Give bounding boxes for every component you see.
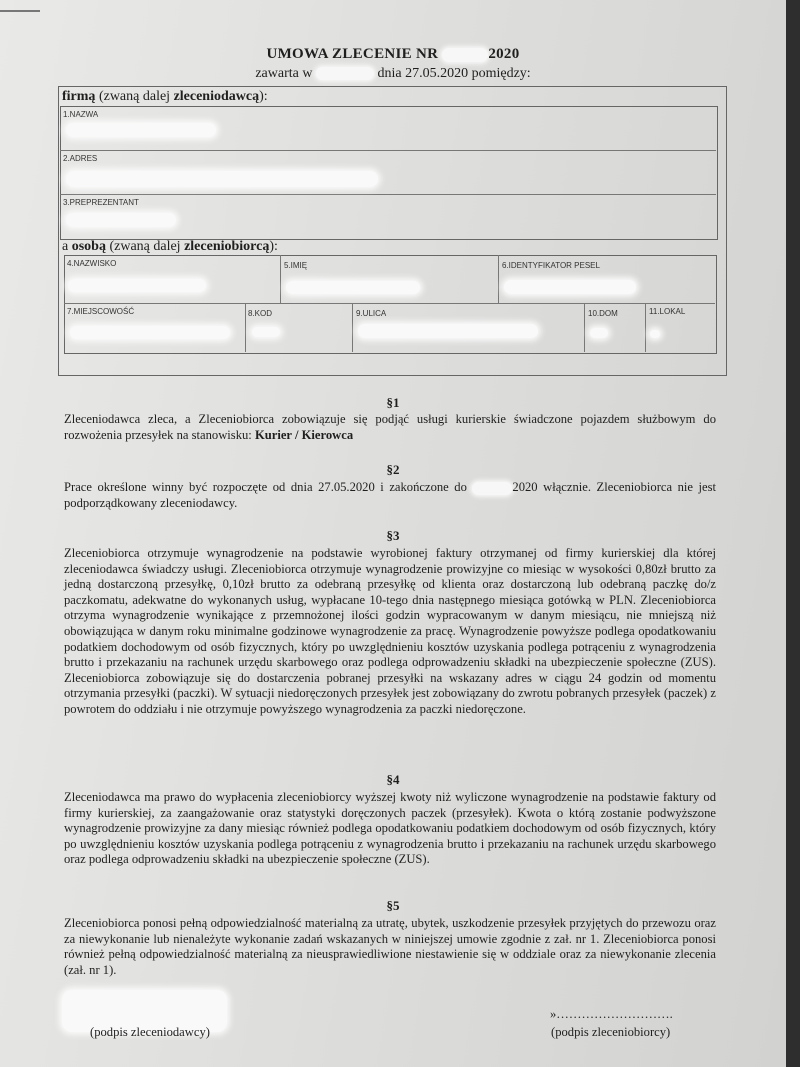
subtitle-suffix: dnia 27.05.2020 pomiędzy: [377, 66, 531, 81]
redacted-house [590, 328, 608, 338]
field-label-nazwa: 1.NAZWA [63, 110, 99, 119]
signature-label-left: (podpis zleceniodawcy) [90, 1025, 210, 1039]
document-subtitle [0, 66, 786, 82]
section-5-text: Zleceniobiorca ponosi pełną odpowiedzialność materialną za utratę, ubytek, uszkodzenie przesyłek przyjętych do przewozu oraz za niewykonanie lub nienależyte wykonanie zadań wskazanych w niniejszej umowie zgodnie z zał. nr 1. Zleceniobiorca ponosi również pełną odpowiedzialność materialną za nieusprawiedliwione niestawienie się w oddziale oraz za niewykonanie zlecenia (zał. nr 1). [64, 916, 716, 977]
redacted-name [66, 123, 216, 137]
section-2-text [64, 480, 716, 511]
person-fields-box [64, 255, 717, 354]
section-1-body: Zleceniodawca zleca, a Zleceniobiorca zobowiązuje się podjąć usługi kurierskie świadczone pojazdem służbowym do rozwożenia przesyłek na stanowisku: [64, 412, 716, 442]
section-1-text [64, 412, 716, 443]
redacted-end-date [472, 482, 512, 495]
field-label-adres: 2.ADRES [63, 154, 98, 163]
field-label-dom: 10.DOM [588, 309, 618, 318]
section-5-label: §5 [386, 898, 400, 913]
background-edge [786, 0, 800, 1067]
field-label-lokal: 11.LOKAL [649, 307, 686, 316]
divider [60, 194, 716, 195]
section-2-label: §2 [386, 462, 400, 477]
divider [645, 303, 646, 352]
company-heading-bold2: zleceniodawcą [173, 89, 260, 104]
field-label-kod: 8.KOD [248, 309, 273, 318]
field-label-pesel: 6.IDENTYFIKATOR PESEL [502, 261, 600, 270]
company-heading-mid: (zwaną dalej [95, 89, 174, 104]
redacted-postcode [252, 327, 280, 337]
section-4-text: Zleceniodawca ma prawo do wypłacenia zleceniobiorcy wyższej kwoty niż wyliczone wynagrodzenie na podstawie faktury od firmy kurierskiej, za zaangażowanie oraz statystyki doręczonych paczek (przesyłek). Kwota o którą zostanie podwyższone wynagrodzenie prowizyjne za dany miesiąc również podlega opodatkowaniu podatkiem dochodowym od osób fizycznych, który po uwzględnieniu kosztów uzyskania podlega potrąceniu z wynagrodzenia brutto i przekazaniu na rachunek urzędu skarbowego oraz podlega odprowadzeniu składki na ubezpieczenie społeczne (ZUS). [64, 790, 716, 867]
redacted-address [66, 171, 378, 187]
redacted-flat [650, 330, 660, 338]
field-label-ulica: 9.ULICA [356, 309, 387, 318]
redacted-place [316, 67, 374, 80]
section-2-body-a: Prace określone winny być rozpoczęte od dnia 27.05.2020 i zakończone do [64, 480, 473, 494]
top-mark [0, 10, 40, 12]
title-prefix: UMOWA ZLECENIE NR [266, 46, 439, 62]
signature-label-right: (podpis zleceniobiorcy) [551, 1025, 671, 1039]
redacted-pesel [504, 280, 636, 294]
redacted-representative [66, 213, 176, 227]
redacted-number [442, 48, 488, 62]
title-suffix: 2020 [488, 46, 520, 62]
person-heading-bold: osobą [71, 239, 106, 254]
section-2-body-b: 2020 włącznie. Zleceniobiorca nie jest podporządkowany zleceniodawcy. [64, 480, 716, 510]
redacted-street [358, 324, 538, 338]
divider [584, 303, 585, 352]
person-heading-end: ): [269, 239, 278, 254]
section-4-label: §4 [386, 772, 400, 787]
field-label-nazwisko: 4.NAZWISKO [67, 259, 117, 268]
divider [60, 150, 716, 151]
subtitle-prefix: zawarta w [255, 66, 313, 81]
section-1-position: Kurier / Kierowca [254, 427, 354, 442]
signature-line-right: »………………………. [550, 1007, 673, 1021]
person-heading-bold2: zleceniobiorcą [184, 239, 270, 254]
section-3-text: Zleceniobiorca otrzymuje wynagrodzenie na podstawie wyrobionej faktury otrzymanej od firmy kurierskiej dla której zleceniodawca świadczy usługi. Zleceniobiorca otrzymuje wynagrodzenie prowizyjne co miesiąc w wysokości 0,80zł brutto za jedną dostarczoną przesyłkę, 0,10zł brutto za odebraną przesyłkę od klienta oraz dostarczoną lub odebraną paczkę do/z paczkomatu, adekwatne do wykonanych usług, wypłacane 10-tego dnia następnego miesiąca gotówką w PLN. Zleceniobiorca otrzyma wynagrodzenie wynikające z przemnożonej ilości godzin wypracowanym w danym miesiącu, nie mniejszą niż obowiązująca w danym roku minimalne godzinowe wynagrodzenie za pracę. Wynagrodzenie powyższe podlega opodatkowaniu podatkiem dochodowym od osób fizycznych, który po uwzględnieniu kosztów uzyskania podlega potrąceniu z wynagrodzenia brutto i przekazaniu na rachunek urzędu skarbowego oraz podlega odprowadzeniu składki na ubezpieczenie społeczne (ZUS). Zleceniobiorca zobowiązuje się do dostarczenia pobranej przesyłki na wskazany adres w ciągu 24 godzin od momentu otrzymania przesyłki (paczki). W sytuacji niedoręczonych przesyłek jest zobowiązany do zwrotu pobranych przesyłek (paczek) z powrotem do oddziału i nie otrzymuje powyższego wynagrodzenia za paczki niedoręczone. [64, 546, 716, 716]
divider [352, 303, 353, 352]
divider [64, 303, 715, 304]
field-label-miejscowosc: 7.MIEJSCOWOŚĆ [67, 307, 135, 316]
document-title [0, 46, 786, 63]
divider [245, 303, 246, 352]
company-heading-bold: firmą [62, 89, 96, 104]
person-heading-pre: a [62, 239, 72, 254]
divider [280, 255, 281, 303]
person-heading-mid: (zwaną dalej [105, 239, 185, 254]
person-heading [62, 239, 278, 255]
section-1-label: §1 [386, 395, 400, 410]
field-label-imie: 5.IMIĘ [284, 261, 308, 270]
redacted-firstname [286, 281, 420, 294]
company-heading [62, 89, 268, 105]
redacted-surname [68, 279, 206, 292]
divider [498, 255, 499, 303]
redacted-city [70, 326, 230, 339]
section-3-label: §3 [386, 528, 400, 543]
company-heading-end: ): [259, 89, 268, 104]
field-label-reprezentant: 3.PREPREZENTANT [63, 198, 139, 207]
